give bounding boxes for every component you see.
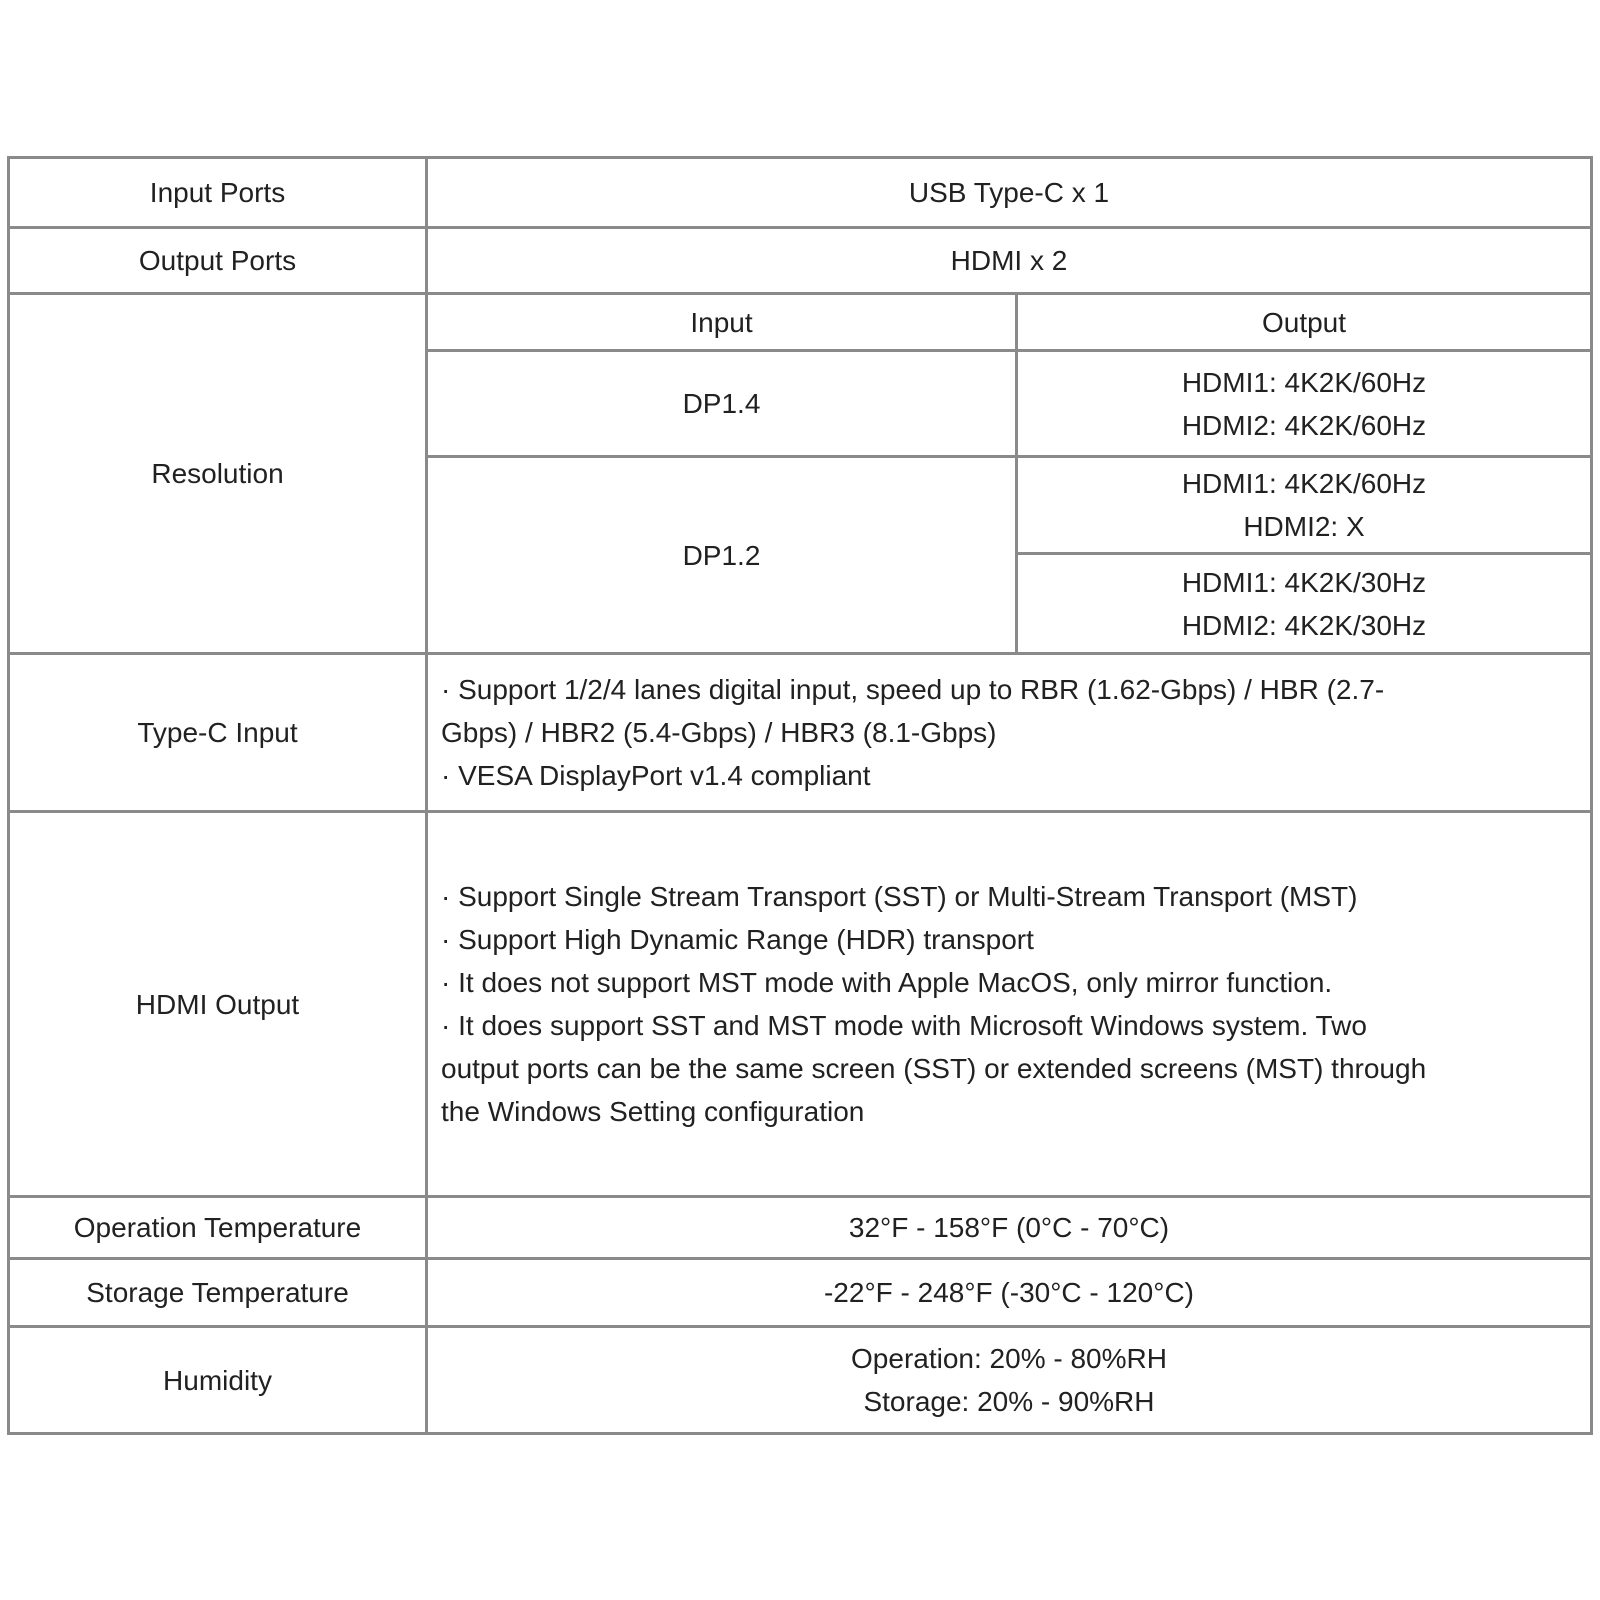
hdmi-output-line5: output ports can be the same screen (SST) or extended screens (MST) through [441,1053,1427,1084]
input-ports-label: Input Ports [149,177,286,208]
dp14-input-cell [428,352,1018,458]
humidity-label: Humidity [163,1364,272,1396]
resolution-input-header-cell [428,295,1018,352]
hdmi-output-line6: the Windows Setting configuration [441,1096,865,1127]
type-c-input-line3: · VESA DisplayPort v1.4 compliant [441,760,871,791]
hdmi-output-value-cell [428,813,1590,1198]
input-ports-label-cell [10,159,428,229]
resolution-output-header: Output [1261,306,1347,338]
resolution-label-cell [10,295,428,655]
humidity-line1: Operation: 20% - 80%RH [851,1343,1167,1374]
storage-temperature-label: Storage Temperature [86,1277,349,1308]
output-ports-label: Output Ports [138,245,297,276]
input-ports-value-cell [428,159,1590,229]
hdmi-output-label-cell [10,813,428,1198]
type-c-input-label-cell [10,655,428,813]
dp14-output-cell [1018,352,1590,458]
output-ports-value: HDMI x 2 [950,245,1068,276]
storage-temperature-value: -22°F - 248°F (-30°C - 120°C) [823,1277,1194,1308]
hdmi-output-line2: · Support High Dynamic Range (HDR) transport [441,924,1034,955]
spec-table [7,156,1593,1435]
hdmi-output-label: HDMI Output [135,988,300,1020]
operation-temperature-label: Operation Temperature [73,1212,362,1243]
storage-temperature-value-cell [428,1260,1590,1328]
dp14-output-line2: HDMI2: 4K2K/60Hz [1181,409,1427,441]
dp14-input: DP1.4 [682,388,761,419]
input-ports-value: USB Type-C x 1 [908,177,1110,208]
humidity-value-cell [428,1328,1590,1432]
dp12-output-case2-cell [1018,555,1590,655]
resolution-output-header-cell [1018,295,1590,352]
dp12-output-case2-line2: HDMI2: 4K2K/30Hz [1181,609,1427,641]
humidity-line2: Storage: 20% - 90%RH [863,1386,1155,1417]
dp12-output-case2-line1: HDMI1: 4K2K/30Hz [1181,566,1427,598]
dp12-input: DP1.2 [682,539,761,571]
resolution-label: Resolution [151,458,284,489]
hdmi-output-line1: · Support Single Stream Transport (SST) or Multi-Stream Transport (MST) [441,881,1358,912]
operation-temperature-value: 32°F - 158°F (0°C - 70°C) [848,1212,1170,1243]
operation-temperature-value-cell [428,1198,1590,1260]
dp12-input-cell [428,458,1018,655]
storage-temperature-label-cell [10,1260,428,1328]
type-c-input-line1: · Support 1/2/4 lanes digital input, speed up to RBR (1.62-Gbps) / HBR (2.7- [441,674,1385,705]
dp12-output-case1-line2: HDMI2: X [1243,511,1365,542]
output-ports-label-cell [10,229,428,295]
dp12-output-case1-cell [1018,458,1590,555]
humidity-label-cell [10,1328,428,1432]
operation-temperature-label-cell [10,1198,428,1260]
output-ports-value-cell [428,229,1590,295]
type-c-input-value-cell [428,655,1590,813]
dp14-output-line1: HDMI1: 4K2K/60Hz [1181,366,1427,398]
hdmi-output-line3: · It does not support MST mode with Apple MacOS, only mirror function. [441,967,1333,998]
hdmi-output-line4: · It does support SST and MST mode with Microsoft Windows system. Two [441,1010,1367,1041]
type-c-input-label: Type-C Input [137,717,298,748]
resolution-input-header: Input [690,306,753,338]
dp12-output-case1-line1: HDMI1: 4K2K/60Hz [1181,468,1427,499]
type-c-input-line2: Gbps) / HBR2 (5.4-Gbps) / HBR3 (8.1-Gbps) [441,717,997,748]
